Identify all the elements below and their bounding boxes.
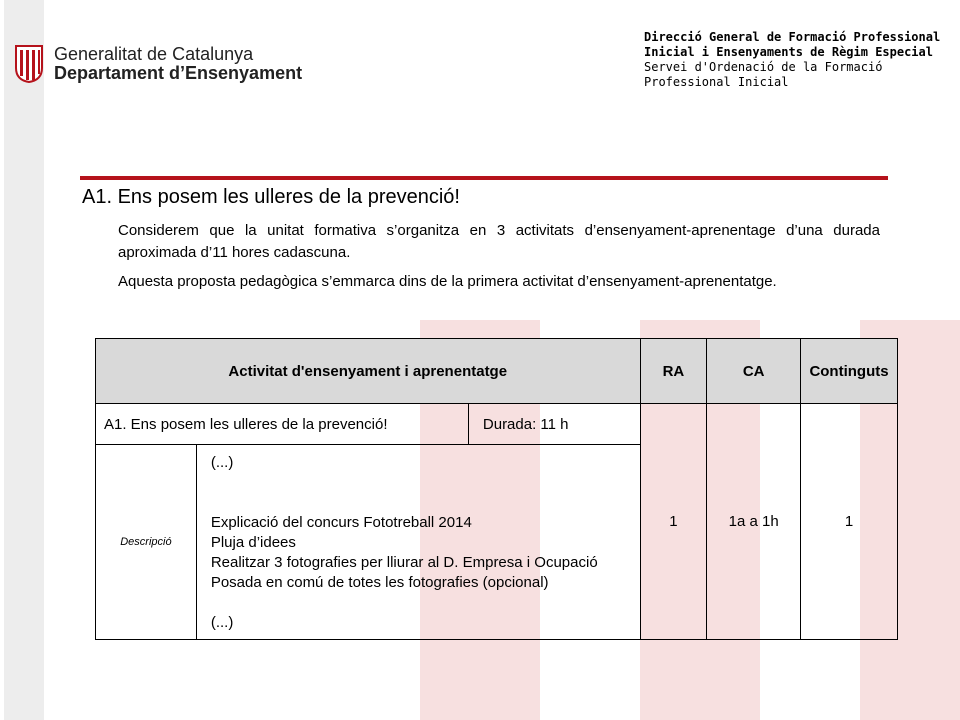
activity-table <box>95 338 898 640</box>
content-value-cell: 1 <box>801 404 898 640</box>
description-spacer <box>211 473 628 513</box>
description-line: (...) <box>210 454 234 471</box>
ra-value-cell: 1 <box>640 404 707 640</box>
description-line: Explicació del concurs Fototreball 2014 <box>210 514 472 531</box>
dept-line-4: Professional Inicial <box>644 75 789 89</box>
logo-line-2: Departament d’Ensenyament <box>54 63 303 83</box>
title-divider <box>80 176 888 180</box>
header-ra: RA <box>640 339 707 404</box>
description-line: (...) <box>210 614 234 631</box>
header-ca: CA <box>707 339 801 404</box>
header-content: Continguts <box>801 339 898 404</box>
activity-name-cell: A1. Ens posem les ulleres de la prevenció! <box>96 404 469 445</box>
dept-line-3: Servei d'Ordenació de la Formació <box>644 60 883 74</box>
header-activity: Activitat d'ensenyament i aprenentatge <box>96 339 641 404</box>
dept-line-1: Direcció General de Formació Professional <box>644 30 941 44</box>
logo-line-1: Generalitat de Catalunya <box>54 44 254 64</box>
description-spacer <box>211 593 628 613</box>
ca-value-cell: 1a a 1h <box>707 404 801 640</box>
duration-cell: Durada: 11 h <box>468 404 640 445</box>
department-block <box>644 30 940 90</box>
watermark-strip <box>0 0 48 720</box>
description-label: Descripció <box>96 445 197 640</box>
intro-paragraph-2: Aquesta proposta pedagògica s’emmarca dins de la primera activitat d’ensenyament-aprenentatge. <box>118 273 777 290</box>
description-line: Realitzar 3 fotografies per lliurar al D. Empresa i Ocupació <box>210 554 598 571</box>
intro-paragraph-1: Considerem que la unitat formativa s’organitza en 3 activitats d’ensenyament-aprenentage d’una durada aproximada d’11 hores cadascuna. <box>118 222 880 261</box>
description-body <box>196 445 640 640</box>
catalonia-emblem-icon <box>14 44 44 84</box>
description-line: Pluja d’idees <box>210 534 296 551</box>
description-line: Posada en comú de totes les fotografies (opcional) <box>210 574 549 591</box>
dept-line-2: Inicial i Ensenyaments de Règim Especial <box>644 45 933 59</box>
page-title: A1. Ens posem les ulleres de la prevenció! <box>82 186 460 208</box>
generalitat-logo <box>14 44 302 84</box>
